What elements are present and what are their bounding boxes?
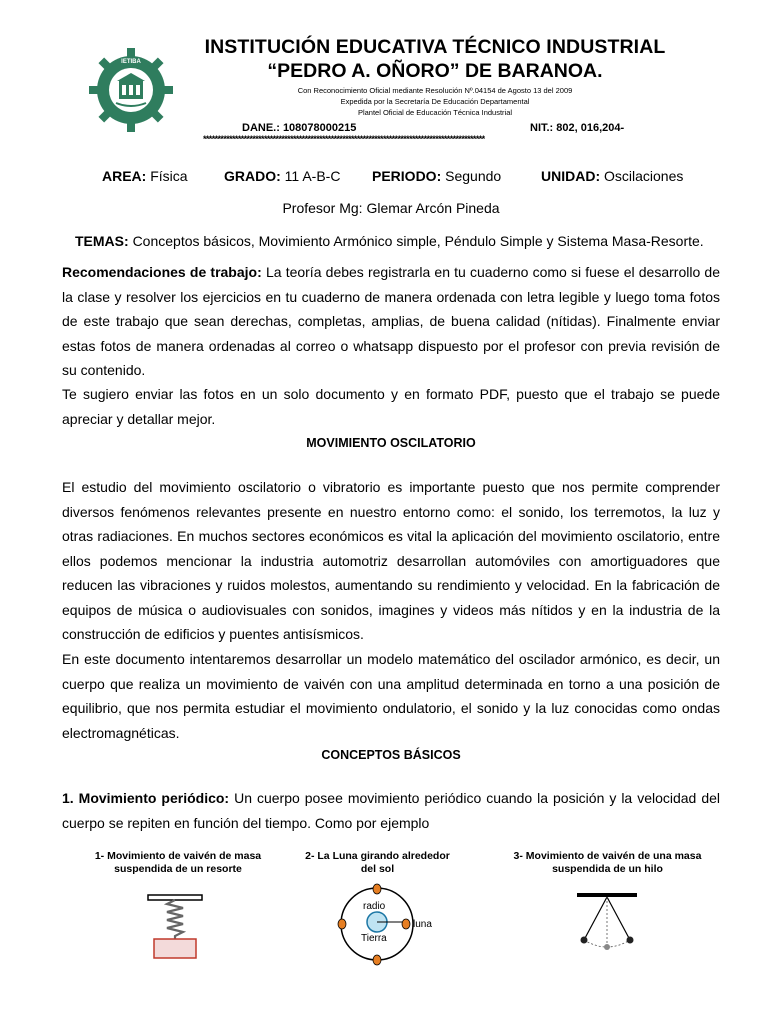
figure-2-caption: 2- La Luna girando alrededor del sol bbox=[305, 850, 450, 875]
periodo-field bbox=[372, 168, 501, 184]
pendulum-diagram bbox=[572, 888, 642, 958]
periodic-motion-paragraph bbox=[62, 786, 720, 835]
plantel-line: Plantel Oficial de Educación Técnica Industrial bbox=[357, 108, 513, 117]
pendulum-bob-left bbox=[581, 937, 588, 944]
area-field bbox=[102, 168, 188, 184]
temas-line bbox=[75, 233, 704, 249]
moon-right bbox=[402, 919, 410, 929]
pendulum-bob-right bbox=[627, 937, 634, 944]
pendulum-support bbox=[577, 893, 637, 897]
grado-value: 11 A-B-C bbox=[284, 168, 341, 184]
unidad-label: UNIDAD: bbox=[541, 168, 601, 184]
pendulum-string-left bbox=[584, 897, 607, 940]
recognition-line: Con Reconocimiento Oficial mediante Resolución Nº.04154 de Agosto 13 del 2009 bbox=[297, 86, 573, 95]
tierra-label: Tierra bbox=[361, 933, 387, 944]
periodo-label: PERIODO: bbox=[372, 168, 442, 184]
spring-mass-block bbox=[154, 939, 196, 958]
moon-orbit-diagram bbox=[335, 880, 445, 970]
periodic-motion-label: 1. Movimiento periódico: bbox=[62, 790, 230, 806]
pendulum-string-right bbox=[607, 897, 630, 940]
profesor-line: Profesor Mg: Glemar Arcón Pineda bbox=[282, 200, 500, 216]
area-value: Física bbox=[150, 168, 188, 184]
oscillatory-paragraph-2: En este documento intentaremos desarrollar un modelo matemático del oscilador armónico, es decir, un cuerpo que realiza un movimiento de vaivén con una amplitud determinada en torno a una posición de equilibrio, que nos permita estudiar el movimiento ondulatorio, el sonido y la luz conocidas como ondas electromagnéticas. bbox=[62, 651, 720, 741]
spring-mass-diagram bbox=[140, 893, 210, 963]
moon-left bbox=[338, 919, 346, 929]
dane-code: DANE.: 108078000215 bbox=[242, 122, 357, 134]
periodic-motion-text: Un cuerpo posee movimiento periódico cuando la posición y la velocidad del cuerpo se repiten en función del tiempo. Como por ejemplo bbox=[62, 790, 721, 831]
unidad-field bbox=[541, 168, 683, 184]
school-name: “PEDRO A. OÑORO” DE BARANOA. bbox=[267, 60, 603, 82]
figure-1-caption: 1- Movimiento de vaivén de masa suspendida de un resorte bbox=[94, 850, 262, 875]
recommendations-label: Recomendaciones de trabajo: bbox=[62, 264, 262, 280]
recommendations-paragraph bbox=[62, 260, 720, 383]
area-label: AREA: bbox=[102, 168, 147, 184]
spring-coil bbox=[167, 900, 183, 939]
temas-value: Conceptos básicos, Movimiento Armónico simple, Péndulo Simple y Sistema Masa-Resorte. bbox=[132, 233, 704, 249]
grado-label: GRADO: bbox=[224, 168, 281, 184]
radio-label: radio bbox=[363, 901, 386, 912]
luna-label: luna bbox=[413, 919, 432, 930]
periodo-value: Segundo bbox=[445, 168, 502, 184]
temas-label: TEMAS: bbox=[75, 233, 129, 249]
logo-text: IETIBA bbox=[121, 59, 141, 65]
section-title-basic-concepts: CONCEPTOS BÁSICOS bbox=[321, 748, 461, 762]
pendulum-bob-center bbox=[604, 944, 610, 950]
institution-title: INSTITUCIÓN EDUCATIVA TÉCNICO INDUSTRIAL bbox=[204, 36, 666, 58]
moon-bottom bbox=[373, 955, 381, 965]
figure-3-caption: 3- Movimiento de vaivén de una masa suspendida de un hilo bbox=[513, 850, 702, 875]
recommendations-text: La teoría debes registrarla en tu cuaderno como si fuese el desarrollo de la clase y resolver los ejercicios en tu cuaderno de manera ordenada con letra legible y luego toma fotos de este trabajo que sean derechas, completas, amplias, de buena calidad (nítidas). Finalmente enviar estas fotos de manera ordenadas al correo o whatsapp dispuesto por el profesor con previa revisión de su contenido. bbox=[62, 264, 720, 378]
grado-field bbox=[224, 168, 340, 184]
moon-top bbox=[373, 884, 381, 894]
oscillatory-paragraph-1: El estudio del movimiento oscilatorio o vibratorio es importante puesto que nos permite comprender diversos fenómenos relevantes presente en nuestro entorno como: el sonido, los terremotos, la luz y otras radiaciones. En muchos sectores económicos es vital la aplicación del movimiento oscilatorio, entre ellos podemos mencionar la industria automotriz desarrollan automóviles con amortiguadores que reducen las vibraciones y ruidos molestos, aumentando su rendimiento y velocidad. En la fabricación de equipos de música o audiovisuales con sonidos, imagines y videos más nítidos y en la industria de la construcción de edificios y puentes antisísmicos. bbox=[62, 479, 720, 642]
issued-by-line: Expedida por la Secretaría De Educación Departamental bbox=[340, 97, 530, 106]
recommendations-paragraph-2: Te sugiero enviar las fotos en un solo documento y en formato PDF, puesto que el trabajo se puede apreciar y detallar mejor. bbox=[62, 386, 720, 427]
nit-code: NIT.: 802, 016,204- bbox=[530, 122, 625, 134]
unidad-value: Oscilaciones bbox=[604, 168, 684, 184]
section-title-oscillatory: MOVIMIENTO OSCILATORIO bbox=[306, 436, 476, 450]
spring-support bbox=[148, 895, 202, 900]
stars-divider: ************************************************************************************************* bbox=[203, 134, 485, 144]
